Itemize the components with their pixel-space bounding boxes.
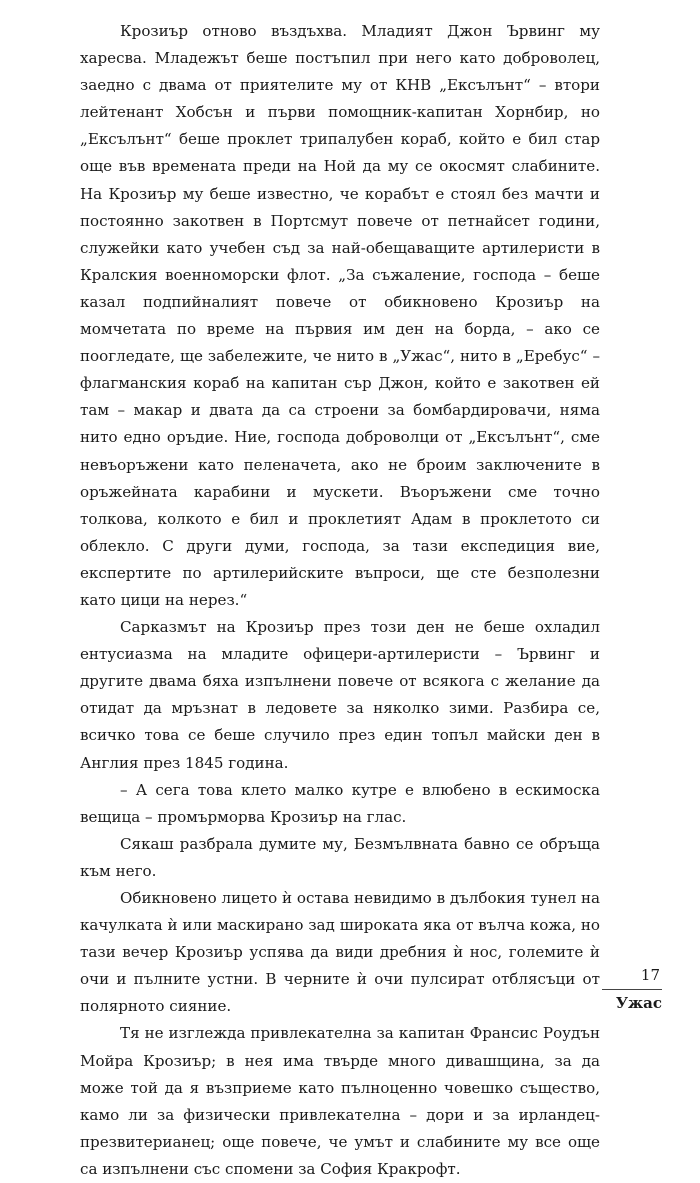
paragraph: Обикновено лицето ѝ остава невидимо в дълбокия тунел на качулката ѝ или маскирано зад широката яка от вълча кожа, но тази вечер Крозиър успява да види дребния ѝ нос, големите ѝ очи и пълните устни. В черните ѝ очи пулсират отблясъци от полярното сияние. (80, 889, 601, 1016)
paragraph: Тя не изглежда привлекателна за капитан Франсис Роудън Мойра Крозиър; в нея има твърде много дивашщина, за да може той да я възприеме като пълноценно човешко същество, камо ли за физически привлекателна – дори и за ирландец-презвитерианец; още повече, че умът и слабините му все още са изпълнени със спомени за София Кракрофт. (80, 1024, 600, 1178)
paragraph: Сякаш разбрала думите му, Безмълвната бавно се обръща към него. (80, 834, 600, 880)
running-title: Ужас (615, 994, 662, 1012)
paragraph: Крозиър отново въздъхва. Младият Джон Ървинг му харесва. Младежът беше постъпил при него като доброволец, заедно с двама от приятелите му от КНВ „Ексълънт“ – втори лейтенант Хобсън и първи помощник-капитан Хорнбир, но „Ексълънт“ беше проклет трипалубен кораб, който е бил стар още във времената преди на Ной да му се окосмят слабините. На Крозиър му беше известно, че корабът е стоял без мачти и постоянно закотвен в Портсмут повече от петнайсет години, служейки като учебен съд за най-обещаващите артилеристи в Кралския военноморски флот. „За съжаление, господа – беше казал подпийналият повече от обикновено Крозиър на момчетата по време на първия им ден на борда, – ако се поогледате, ще забележите, че нито в „Ужас“, нито в „Еребус“ – флагманския кораб на капитан сър Джон, който е закотвен ей там – макар и двата да са строени за бомбардировачи, няма нито едно оръдие. Ние, господа доброволци от „Ексълънт“, сме невъоръжени като пеленачета, ако не броим заключените в оръжейната карабини и мускети. Въоръжени сме точно толкова, колкото е бил и проклетият Адам в проклетото си облекло. С други думи, господа, за тази експедиция вие, експертите по артилерийските въпроси, ще сте безполезни като цици на нерез.“ (80, 22, 600, 609)
paragraph: – А сега това клето малко кутре е влюбено в ескимоска вещица – промърморва Крозиър на глас. (80, 780, 600, 826)
page-number: 17 (640, 966, 660, 984)
paragraph: Сарказмът на Крозиър през този ден не беше охладил ентусиазма на младите офицери-артилеристи – Ървинг и другите двама бяха изпълнени повече от всякога с желание да отидат да мръзнат в ледовете за няколко зими. Разбира се, всичко това се беше случило през един топъл майски ден в Англия през 1845 година. (80, 618, 600, 772)
page-folio (602, 965, 662, 1014)
folio-rule (602, 989, 662, 990)
body-text (80, 18, 600, 1183)
